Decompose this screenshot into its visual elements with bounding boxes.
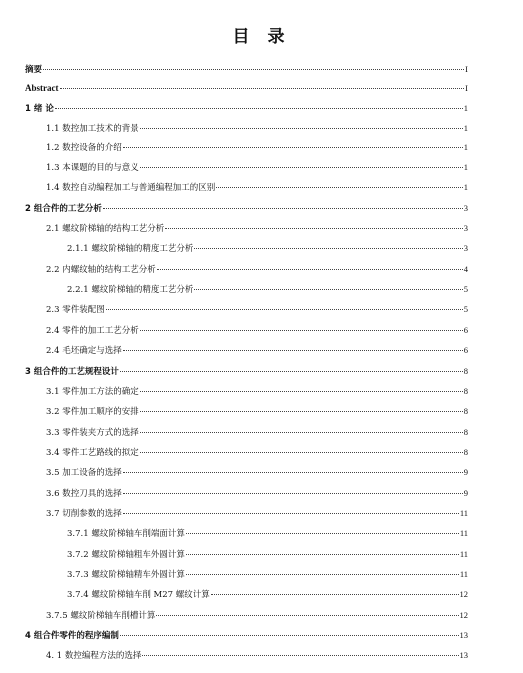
toc-entry-text: 2.4 毛坯确定与选择 (46, 346, 122, 356)
leader-dots (140, 330, 463, 331)
toc-entry (0, 283, 468, 295)
toc-entry-text: 4. 1 数控编程方法的选择 (46, 651, 142, 661)
leader-dots (157, 269, 463, 270)
toc-entry-text: 3.1 零件加工方法的确定 (46, 387, 139, 397)
toc-entry-text: 3.6 数控刀具的选择 (46, 489, 122, 499)
toc-entry (0, 181, 468, 193)
toc-entry-text: Abstract (25, 83, 59, 93)
toc-entry-text: 3.2 零件加工顺序的安排 (46, 407, 139, 417)
toc-entry-text: 3 组合件的工艺规程设计 (25, 367, 119, 377)
toc-entry (0, 568, 468, 580)
toc-entry (0, 527, 468, 539)
leader-dots (140, 391, 463, 392)
leader-dots (123, 493, 463, 494)
toc-entry (0, 303, 468, 315)
toc-entry-page: 1 (463, 103, 468, 113)
leader-dots (140, 128, 463, 129)
toc-entry-page: 1 (463, 182, 468, 192)
toc-entry-page: 8 (463, 386, 468, 396)
toc-entry-page: 8 (463, 406, 468, 416)
toc-entry (0, 202, 468, 214)
toc-entry (0, 263, 468, 275)
toc-entry-text: 摘要 (25, 65, 43, 75)
toc-entry-text: 3.5 加工设备的选择 (46, 468, 122, 478)
leader-dots (140, 411, 463, 412)
toc-entry (0, 649, 468, 661)
toc-entry (0, 63, 468, 75)
toc-entry-page: 9 (463, 467, 468, 477)
toc-entry-page: 1 (463, 142, 468, 152)
toc-entry-page: 6 (463, 325, 468, 335)
toc-entry-text: 4 组合件零件的程序编制 (25, 631, 119, 641)
toc-entry-text: 3.7 切削参数的选择 (46, 509, 122, 519)
toc-entry-text: 2.3 零件装配图 (46, 305, 105, 315)
toc-entry-page: 3 (463, 243, 468, 253)
toc-entry (0, 487, 468, 499)
toc-entry-page: 11 (459, 508, 468, 518)
toc-entry (0, 466, 468, 478)
leader-dots (186, 574, 459, 575)
leader-dots (186, 554, 459, 555)
toc-entry-text: 2.2 内螺纹轴的结构工艺分析 (46, 265, 156, 275)
toc-entry (0, 405, 468, 417)
toc-entry-page: 11 (459, 569, 468, 579)
toc-entry-text: 2.2.1 螺纹阶梯轴的精度工艺分析 (67, 285, 194, 295)
leader-dots (156, 615, 458, 616)
leader-dots (140, 167, 463, 168)
leader-dots (123, 472, 463, 473)
toc-entry-text: 3.4 零件工艺路线的拟定 (46, 448, 139, 458)
toc-entry (0, 385, 468, 397)
toc-entry-page: 11 (459, 528, 468, 538)
toc-entry (0, 365, 468, 377)
toc-entry-page: I (465, 64, 468, 74)
toc-entry-text: 3.7.4 螺纹阶梯轴车削 M27 螺纹计算 (67, 590, 210, 600)
leader-dots (106, 309, 463, 310)
toc-entry (0, 324, 468, 336)
toc-entry-page: 12 (459, 610, 468, 620)
toc-entry-text: 2.4 零件的加工工艺分析 (46, 326, 139, 336)
toc-entry (0, 446, 468, 458)
leader-dots (120, 635, 459, 636)
toc-entry-page: 11 (459, 549, 468, 559)
toc-entry-text: 3.3 零件装夹方式的选择 (46, 428, 139, 438)
toc-entry-page: 8 (463, 427, 468, 437)
leader-dots (123, 513, 459, 514)
toc-entry (0, 102, 468, 114)
toc-entry-page: 3 (463, 223, 468, 233)
page-title: 目 录 (232, 27, 291, 47)
leader-dots (194, 289, 462, 290)
toc-entry-text: 3.7.1 螺纹阶梯轴车削端面计算 (67, 529, 185, 539)
toc-entry (0, 507, 468, 519)
toc-entry-page: 4 (463, 264, 468, 274)
toc-entry-page: 1 (463, 162, 468, 172)
toc-entry-text: 1 绪 论 (25, 104, 54, 114)
toc-entry-text: 1.2 数控设备的介绍 (46, 143, 122, 153)
toc-entry (0, 588, 468, 600)
toc-entry (0, 344, 468, 356)
toc-entry (0, 609, 468, 621)
toc-entry-text: 2.1 螺纹阶梯轴的结构工艺分析 (46, 224, 165, 234)
leader-dots (211, 594, 459, 595)
toc-entry-text: 1.1 数控加工技术的背景 (46, 124, 139, 134)
leader-dots (194, 248, 462, 249)
toc-entry-text: 2 组合件的工艺分析 (25, 204, 102, 214)
toc-entry-text: 1.3 本课题的目的与意义 (46, 163, 139, 173)
leader-dots (142, 655, 458, 656)
leader-dots (140, 452, 463, 453)
toc-entry-text: 2.1.1 螺纹阶梯轴的精度工艺分析 (67, 244, 194, 254)
toc-entry (0, 141, 468, 153)
leader-dots (140, 432, 463, 433)
toc-entry-text: 3.7.2 螺纹阶梯轴粗车外圆计算 (67, 550, 185, 560)
leader-dots (55, 108, 463, 109)
toc-entry-page: 5 (463, 284, 468, 294)
leader-dots (123, 147, 463, 148)
toc-entry (0, 82, 468, 94)
toc-entry-text: 1.4 数控自动编程加工与普通编程加工的区别 (46, 183, 216, 193)
toc-entry-page: 13 (459, 650, 468, 660)
toc-entry-page: 13 (459, 630, 468, 640)
leader-dots (186, 533, 459, 534)
toc-entry-page: 8 (463, 366, 468, 376)
toc-entry (0, 122, 468, 134)
toc-entry-page: 9 (463, 488, 468, 498)
leader-dots (103, 208, 463, 209)
toc-entry (0, 426, 468, 438)
leader-dots (43, 69, 464, 70)
leader-dots (120, 371, 463, 372)
leader-dots (123, 350, 463, 351)
toc-entry (0, 242, 468, 254)
toc-entry-text: 3.7.5 螺纹阶梯轴车削槽计算 (46, 611, 156, 621)
toc-entry-page: 5 (463, 304, 468, 314)
toc-entry (0, 548, 468, 560)
toc-entry (0, 161, 468, 173)
toc-entry (0, 222, 468, 234)
toc-entry-page: 8 (463, 447, 468, 457)
leader-dots (216, 187, 463, 188)
toc-entry-text: 3.7.3 螺纹阶梯轴精车外圆计算 (67, 570, 185, 580)
toc-entry-page: 3 (463, 203, 468, 213)
toc-entry-page: 1 (463, 123, 468, 133)
leader-dots (60, 88, 465, 89)
toc-entry-page: I (465, 83, 468, 93)
leader-dots (165, 228, 463, 229)
toc-entry-page: 6 (463, 345, 468, 355)
toc-entry-page: 12 (459, 589, 468, 599)
toc-entry (0, 629, 468, 641)
